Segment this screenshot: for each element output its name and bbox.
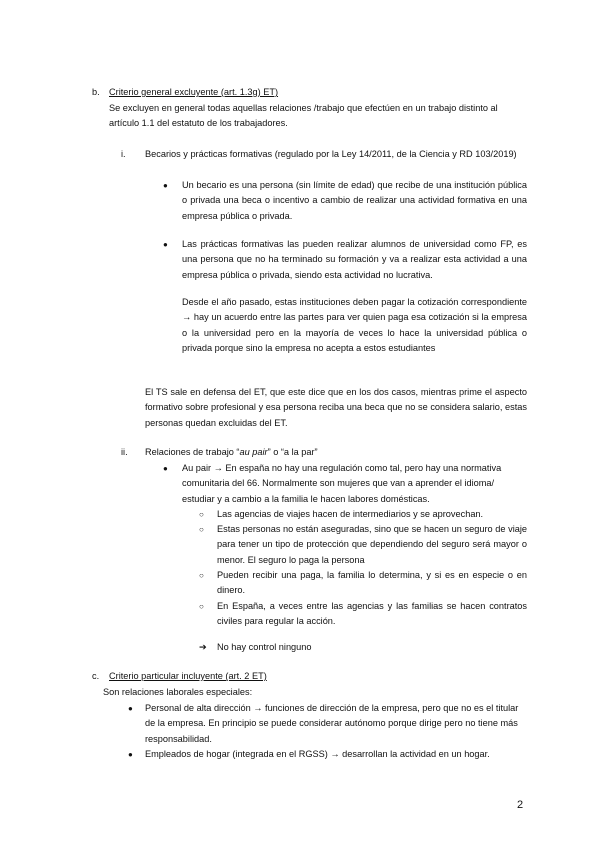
section-c-intro: Son relaciones laborales especiales:: [103, 687, 253, 697]
item-ii-marker: ii.: [121, 447, 128, 457]
bullet-icon: ●: [163, 464, 168, 473]
circle-bullet-icon: ○: [199, 602, 204, 611]
au-pair-sub-agencias: Las agencias de viajes hacen de intermediarios y se aprovechan.: [217, 509, 484, 519]
section-c-marker: c.: [92, 671, 100, 681]
item-ii-title: [145, 445, 527, 460]
bullet-icon: ●: [163, 240, 168, 249]
section-b-marker: b.: [92, 87, 100, 97]
au-pair-sub-seguro: Estas personas no están aseguradas, sino que se hacen un seguro de viaje para tener un tipo de protección que dependiendo del seguro será mayor o menor. El seguro lo paga la persona: [217, 524, 527, 565]
au-pair-sub-paga: Pueden recibir una paga, la familia lo determina, y si es en especie o en dinero.: [217, 570, 527, 596]
becario-definition: Un becario es una persona (sin límite de edad) que recibe de una institución pública o privada una beca o incentivo a cambio de realizar una actividad formativa en una empresa pública o privada.: [182, 180, 527, 221]
au-pair-bullet: Au pair → En españa no hay una regulación como tal, pero hay una normativa comunitaria del 66. Normalmente son mujeres que van a aprender el idioma/ estudiar y a cambio a la familia le hacen labores domésticas.: [182, 463, 502, 504]
item-ii-title-suffix: ” o “a la par”: [267, 447, 318, 457]
circle-bullet-icon: ○: [199, 571, 204, 580]
page-number: 2: [517, 799, 524, 811]
empleados-hogar-bullet: Empleados de hogar (integrada en el RGSS) → desarrollan la actividad en un hogar.: [145, 749, 490, 759]
no-control-text: No hay control ninguno: [217, 642, 312, 652]
section-b-heading: Criterio general excluyente (art. 1.3g) ET): [109, 87, 279, 97]
circle-bullet-icon: ○: [199, 510, 204, 519]
au-pair-sub-contratos: En España, a veces entre las agencias y las familias se hacen contratos civiles para regular la acción.: [217, 601, 527, 627]
item-ii-title-italic: au pair: [239, 447, 268, 457]
item-ii-title-prefix: Relaciones de trabajo “: [145, 447, 240, 457]
item-i-title: Becarios y prácticas formativas (regulado por la Ley 14/2011, de la Ciencia y RD 103/2019): [145, 149, 517, 159]
section-b-intro: Se excluyen en general todas aquellas relaciones /trabajo que efectúen en un trabajo distinto al artículo 1.1 del estatuto de los trabajadores.: [109, 103, 498, 129]
cotizacion-paragraph: Desde el año pasado, estas instituciones deben pagar la cotización correspondiente → hay un acuerdo entre las partes para ver quien paga esa cotización si la empresa o la universidad pero en la mayoría de veces lo hace la universidad pública o privada porque sino la empresa no acepta a estos estudiantes: [182, 297, 527, 354]
arrow-right-icon: ➔: [199, 642, 207, 652]
item-i-marker: i.: [121, 149, 126, 159]
section-c-heading: Criterio particular incluyente (art. 2 ET): [109, 671, 267, 681]
bullet-icon: ●: [128, 750, 133, 759]
bullet-icon: ●: [163, 181, 168, 190]
alta-direccion-bullet: Personal de alta dirección → funciones de dirección de la empresa, pero que no es el titular de la empresa. En principio se puede considerar autónomo porque dirige pero no tiene más responsabilidad.: [145, 703, 519, 744]
ts-paragraph: El TS sale en defensa del ET, que este dice que en los dos casos, mientras prime el aspecto formativo sobre profesional y esa persona reciba una beca que no se considera salario, estas personas quedan excluidas del ET.: [145, 387, 527, 428]
circle-bullet-icon: ○: [199, 525, 204, 534]
practicas-definition: Las prácticas formativas las pueden realizar alumnos de universidad como FP, es una persona que no ha terminado su formación y va a realizar esta actividad a una empresa pública o privada, siendo esta actividad no lucrativa.: [182, 239, 527, 280]
bullet-icon: ●: [128, 704, 133, 713]
